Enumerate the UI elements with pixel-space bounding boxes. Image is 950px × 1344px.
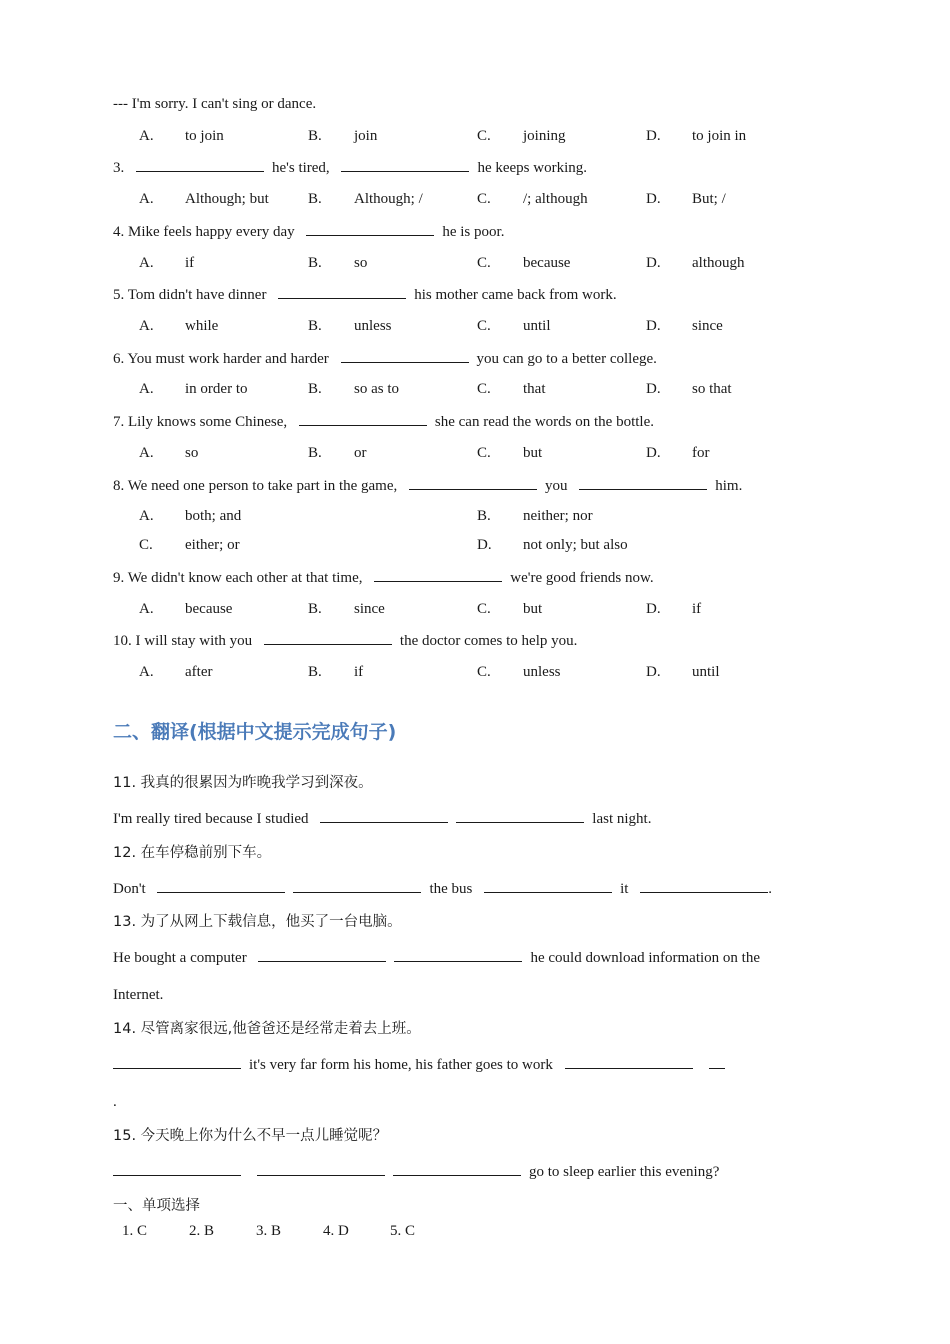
answer-blank[interactable] bbox=[299, 411, 427, 426]
option-text: since bbox=[354, 601, 385, 617]
option-text: both; and bbox=[185, 508, 242, 524]
option-letter: D. bbox=[477, 537, 492, 553]
answer-blank[interactable] bbox=[640, 878, 768, 893]
option-text: because bbox=[185, 601, 233, 617]
option-text: to join in bbox=[692, 128, 747, 144]
answer-blank[interactable] bbox=[565, 1054, 693, 1069]
option-letter: C. bbox=[477, 601, 491, 617]
question-4 bbox=[113, 221, 504, 242]
answer-blank[interactable] bbox=[113, 1054, 241, 1069]
option-text: not only; but also bbox=[523, 537, 628, 553]
option-text: so bbox=[185, 445, 199, 461]
sentence-text: it bbox=[620, 881, 629, 897]
option-letter: A. bbox=[139, 664, 154, 680]
q1-answer-line: --- I'm sorry. I can't sing or dance. bbox=[113, 96, 317, 112]
question-8 bbox=[113, 475, 742, 496]
question-text: she can read the words on the bottle. bbox=[434, 414, 655, 430]
option-letter: C. bbox=[477, 664, 491, 680]
sentence-text: He bought a computer bbox=[113, 950, 247, 966]
option-text: in order to bbox=[185, 381, 248, 397]
answer-blank[interactable] bbox=[374, 567, 502, 582]
question-10 bbox=[113, 630, 577, 651]
option-letter: D. bbox=[646, 191, 661, 207]
sentence-text: it's very far form his home, his father goes to work bbox=[249, 1057, 553, 1073]
option-letter: C. bbox=[477, 445, 491, 461]
sentence-text: . bbox=[768, 881, 772, 897]
option-text: if bbox=[185, 255, 195, 271]
option-text: if bbox=[692, 601, 702, 617]
question-text: his mother came back from work. bbox=[414, 287, 617, 303]
sentence-text: Don't bbox=[113, 881, 146, 897]
sentence-text: I'm really tired because I studied bbox=[113, 811, 309, 827]
q15-sentence bbox=[113, 1161, 719, 1182]
answer-blank[interactable] bbox=[394, 947, 522, 962]
answer-item: 5. C bbox=[390, 1223, 416, 1239]
option-text: Although; but bbox=[185, 191, 269, 207]
question-text: 9. We didn't know each other at that time, bbox=[113, 570, 363, 586]
option-text: while bbox=[185, 318, 219, 334]
question-3 bbox=[113, 157, 587, 178]
question-text: the doctor comes to help you. bbox=[399, 633, 578, 649]
q15-chinese-prompt: 15. 今天晚上你为什么不早一点儿睡觉呢？ bbox=[113, 1128, 388, 1144]
sentence-text: he could download information on the bbox=[530, 950, 761, 966]
option-letter: C. bbox=[477, 128, 491, 144]
answer-blank[interactable] bbox=[278, 284, 406, 299]
answer-item: 2. B bbox=[189, 1223, 215, 1239]
answer-blank[interactable] bbox=[341, 348, 469, 363]
answer-blank[interactable] bbox=[136, 157, 264, 172]
answer-blank[interactable] bbox=[484, 878, 612, 893]
option-text: joining bbox=[523, 128, 566, 144]
option-letter: D. bbox=[646, 381, 661, 397]
option-letter: B. bbox=[308, 381, 322, 397]
answer-item: 4. D bbox=[323, 1223, 349, 1239]
option-letter: A. bbox=[139, 318, 154, 334]
question-text: 5. Tom didn't have dinner bbox=[113, 287, 267, 303]
q14-sentence-end: . bbox=[113, 1094, 117, 1110]
question-text: 8. We need one person to take part in the game, bbox=[113, 478, 398, 494]
answer-blank[interactable] bbox=[409, 475, 537, 490]
answer-blank[interactable] bbox=[709, 1054, 725, 1069]
question-text: 10. I will stay with you bbox=[113, 633, 253, 649]
option-text: until bbox=[523, 318, 551, 334]
question-text: 4. Mike feels happy every day bbox=[113, 224, 295, 240]
answer-item: 3. B bbox=[256, 1223, 282, 1239]
option-text: Although; / bbox=[354, 191, 423, 207]
question-text: him. bbox=[715, 478, 743, 494]
question-7 bbox=[113, 411, 654, 432]
option-text: for bbox=[692, 445, 710, 461]
answer-blank[interactable] bbox=[393, 1161, 521, 1176]
section-heading: 二、翻译(根据中文提示完成句子) bbox=[113, 721, 397, 743]
question-5 bbox=[113, 284, 617, 305]
option-letter: C. bbox=[139, 537, 153, 553]
q13-sentence-continued: Internet. bbox=[113, 987, 164, 1003]
option-letter: B. bbox=[308, 601, 322, 617]
question-text: you bbox=[545, 478, 568, 494]
answer-blank[interactable] bbox=[579, 475, 707, 490]
option-letter: B. bbox=[308, 191, 322, 207]
option-text: after bbox=[185, 664, 213, 680]
q13-chinese-prompt: 13. 为了从网上下载信息，他买了一台电脑。 bbox=[113, 914, 402, 930]
option-text: unless bbox=[523, 664, 561, 680]
option-text: or bbox=[354, 445, 367, 461]
option-text: either; or bbox=[185, 537, 240, 553]
question-9 bbox=[113, 567, 654, 588]
option-letter: D. bbox=[646, 601, 661, 617]
option-letter: D. bbox=[646, 255, 661, 271]
option-text: because bbox=[523, 255, 571, 271]
question-text: you can go to a better college. bbox=[476, 351, 657, 367]
option-letter: B. bbox=[477, 508, 491, 524]
question-text: we're good friends now. bbox=[510, 570, 654, 586]
option-letter: A. bbox=[139, 255, 154, 271]
question-text: he's tired, bbox=[272, 160, 330, 176]
question-6 bbox=[113, 348, 657, 369]
option-letter: C. bbox=[477, 318, 491, 334]
sentence-text: the bus bbox=[429, 881, 473, 897]
question-text: he is poor. bbox=[442, 224, 505, 240]
option-letter: A. bbox=[139, 191, 154, 207]
option-letter: B. bbox=[308, 664, 322, 680]
option-text: join bbox=[354, 128, 378, 144]
answer-blank[interactable] bbox=[258, 947, 386, 962]
option-text: so that bbox=[692, 381, 732, 397]
option-letter: D. bbox=[646, 445, 661, 461]
question-text: 7. Lily knows some Chinese, bbox=[113, 414, 288, 430]
option-text: neither; nor bbox=[523, 508, 593, 524]
option-letter: B. bbox=[308, 255, 322, 271]
sentence-text: go to sleep earlier this evening? bbox=[529, 1164, 720, 1180]
q11-sentence bbox=[113, 808, 651, 829]
option-letter: B. bbox=[308, 128, 322, 144]
option-text: so as to bbox=[354, 381, 399, 397]
answer-blank[interactable] bbox=[264, 630, 392, 645]
answer-item: 1. C bbox=[122, 1223, 148, 1239]
option-letter: D. bbox=[646, 664, 661, 680]
option-text: /; although bbox=[523, 191, 588, 207]
option-letter: A. bbox=[139, 601, 154, 617]
option-letter: B. bbox=[308, 445, 322, 461]
option-letter: B. bbox=[308, 318, 322, 334]
q12-sentence bbox=[113, 878, 772, 899]
option-text: unless bbox=[354, 318, 392, 334]
answer-blank[interactable] bbox=[293, 878, 421, 893]
option-letter: A. bbox=[139, 445, 154, 461]
option-text: since bbox=[692, 318, 723, 334]
q11-chinese-prompt: 11. 我真的很累因为昨晚我学习到深夜。 bbox=[113, 775, 373, 791]
q14-chinese-prompt: 14. 尽管离家很远,他爸爸还是经常走着去上班。 bbox=[113, 1021, 421, 1037]
option-text: although bbox=[692, 255, 745, 271]
option-text: that bbox=[523, 381, 546, 397]
answer-blank[interactable] bbox=[456, 808, 584, 823]
option-text: But; / bbox=[692, 191, 726, 207]
question-text: he keeps working. bbox=[477, 160, 587, 176]
option-letter: A. bbox=[139, 128, 154, 144]
option-text: but bbox=[523, 445, 543, 461]
answer-blank[interactable] bbox=[320, 808, 448, 823]
answer-key-title: 一、单项选择 bbox=[113, 1198, 200, 1214]
option-letter: C. bbox=[477, 381, 491, 397]
sentence-text: last night. bbox=[592, 811, 652, 827]
option-text: so bbox=[354, 255, 368, 271]
option-letter: D. bbox=[646, 318, 661, 334]
option-letter: A. bbox=[139, 508, 154, 524]
answer-blank[interactable] bbox=[257, 1161, 385, 1176]
option-text: if bbox=[354, 664, 364, 680]
question-number: 3. bbox=[113, 160, 125, 176]
option-text: until bbox=[692, 664, 720, 680]
question-text: 6. You must work harder and harder bbox=[113, 351, 329, 367]
answer-blank[interactable] bbox=[157, 878, 285, 893]
option-text: to join bbox=[185, 128, 224, 144]
option-text: but bbox=[523, 601, 543, 617]
q13-sentence bbox=[113, 947, 760, 968]
option-letter: A. bbox=[139, 381, 154, 397]
option-letter: D. bbox=[646, 128, 661, 144]
answer-blank[interactable] bbox=[341, 157, 469, 172]
answer-blank[interactable] bbox=[306, 221, 434, 236]
q12-chinese-prompt: 12. 在车停稳前别下车。 bbox=[113, 845, 272, 861]
answer-blank[interactable] bbox=[113, 1161, 241, 1176]
option-letter: C. bbox=[477, 255, 491, 271]
q14-sentence bbox=[113, 1054, 725, 1075]
option-letter: C. bbox=[477, 191, 491, 207]
